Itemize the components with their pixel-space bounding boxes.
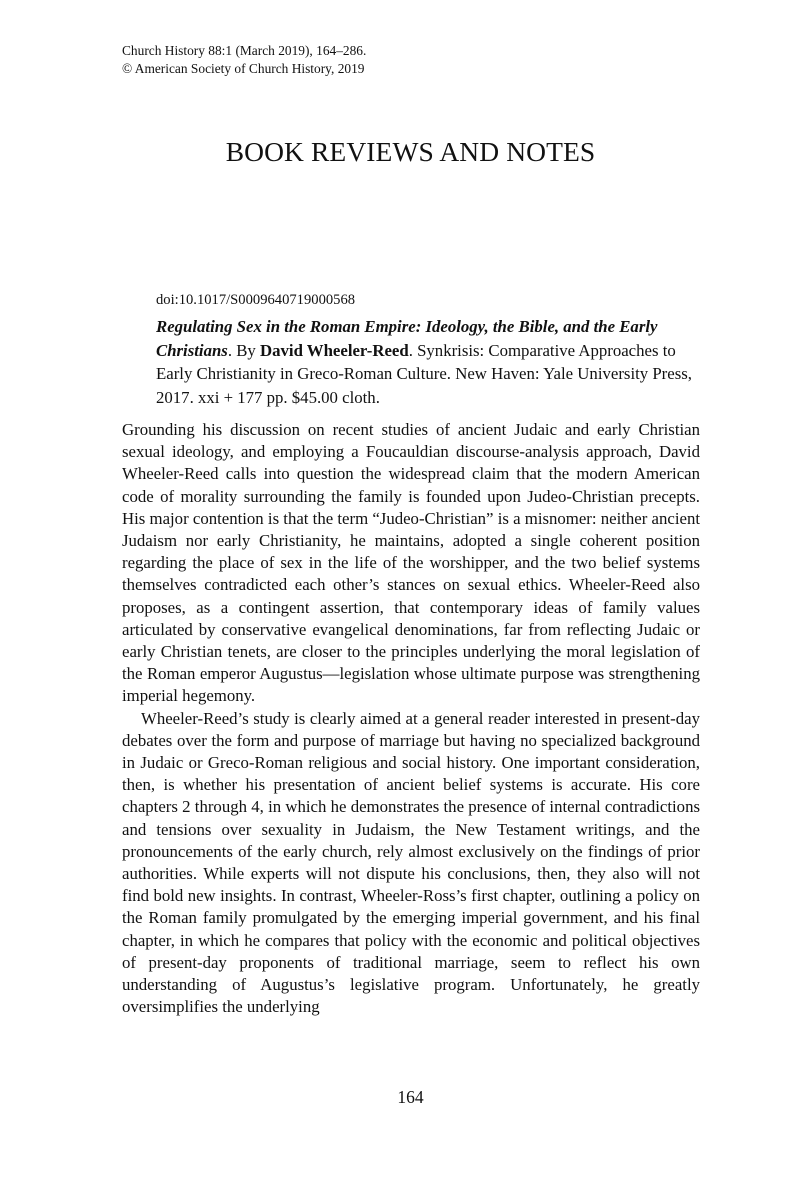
paragraph-1: Grounding his discussion on recent studies of ancient Judaic and early Christian sexual ideology, and employing a Foucauldian discourse-analysis approach, David Wheeler-Reed calls into question the widespread claim that the modern American code of morality surrounding the family is founded upon Judeo-Christian precepts. His major contention is that the term “Judeo-Christian” is a misnomer: neither ancient Judaism nor early Christianity, he maintains, adopted a single coherent position regarding the place of sex in the life of the worshipper, and the two belief systems themselves contradicted each other’s stances on sexual ethics. Wheeler-Reed also proposes, as a contingent assertion, that contemporary ideas of family values articulated by conservative evangelical denominations, far from reflecting Judaic or early Christian tenets, are closer to the principles underlying the moral legislation of the Roman emperor Augustus—legislation whose ultimate purpose was strengthening imperial hegemony.: [122, 420, 700, 706]
book-author: David Wheeler-Reed: [260, 340, 409, 360]
book-citation: [156, 315, 716, 409]
doi-link[interactable]: doi:10.1017/S0009640719000568: [156, 292, 356, 308]
journal-citation-line: Church History 88:1 (March 2019), 164–286.: [122, 43, 367, 58]
publication-info: . Synkrisis: Comparative Approaches to Early Christianity in Greco-Roman Culture. New Haven: Yale University Press, 2017. xxi + 177 pp. $45.00 cloth.: [156, 340, 692, 407]
review-body: [122, 419, 700, 1018]
by-label: . By: [227, 340, 261, 360]
copyright-line: © American Society of Church History, 2019: [122, 61, 365, 76]
book-title: Regulating Sex in the Roman Empire: Ideology, the Bible, and the Early Christians: [156, 317, 658, 360]
running-header: [122, 42, 366, 78]
section-title: BOOK REVIEWS AND NOTES: [225, 136, 596, 167]
paragraph-2: Wheeler-Reed’s study is clearly aimed at a general reader interested in present-day debates over the form and purpose of marriage but having no specialized background in Judaic or Greco-Roman religious and social history. One important consideration, then, is whether his presentation of ancient belief systems is accurate. His core chapters 2 through 4, in which he demonstrates the presence of internal contradictions and tensions over sexuality in Judaism, the New Testament writings, and the pronouncements of the early church, rely almost exclusively on the findings of prior authorities. While experts will not dispute his conclusions, then, they also will not find bold new insights. In contrast, Wheeler-Ross’s first chapter, outlining a policy on the Roman family promulgated by the emerging imperial government, and his final chapter, in which he compares that policy with the economic and political objectives of present-day proponents of traditional marriage, seem to reflect his own understanding of Augustus’s legislative program. Unfortunately, he greatly oversimplifies the underlying: [122, 708, 700, 1017]
page-number: 164: [397, 1087, 424, 1107]
review-heading: [156, 291, 716, 409]
